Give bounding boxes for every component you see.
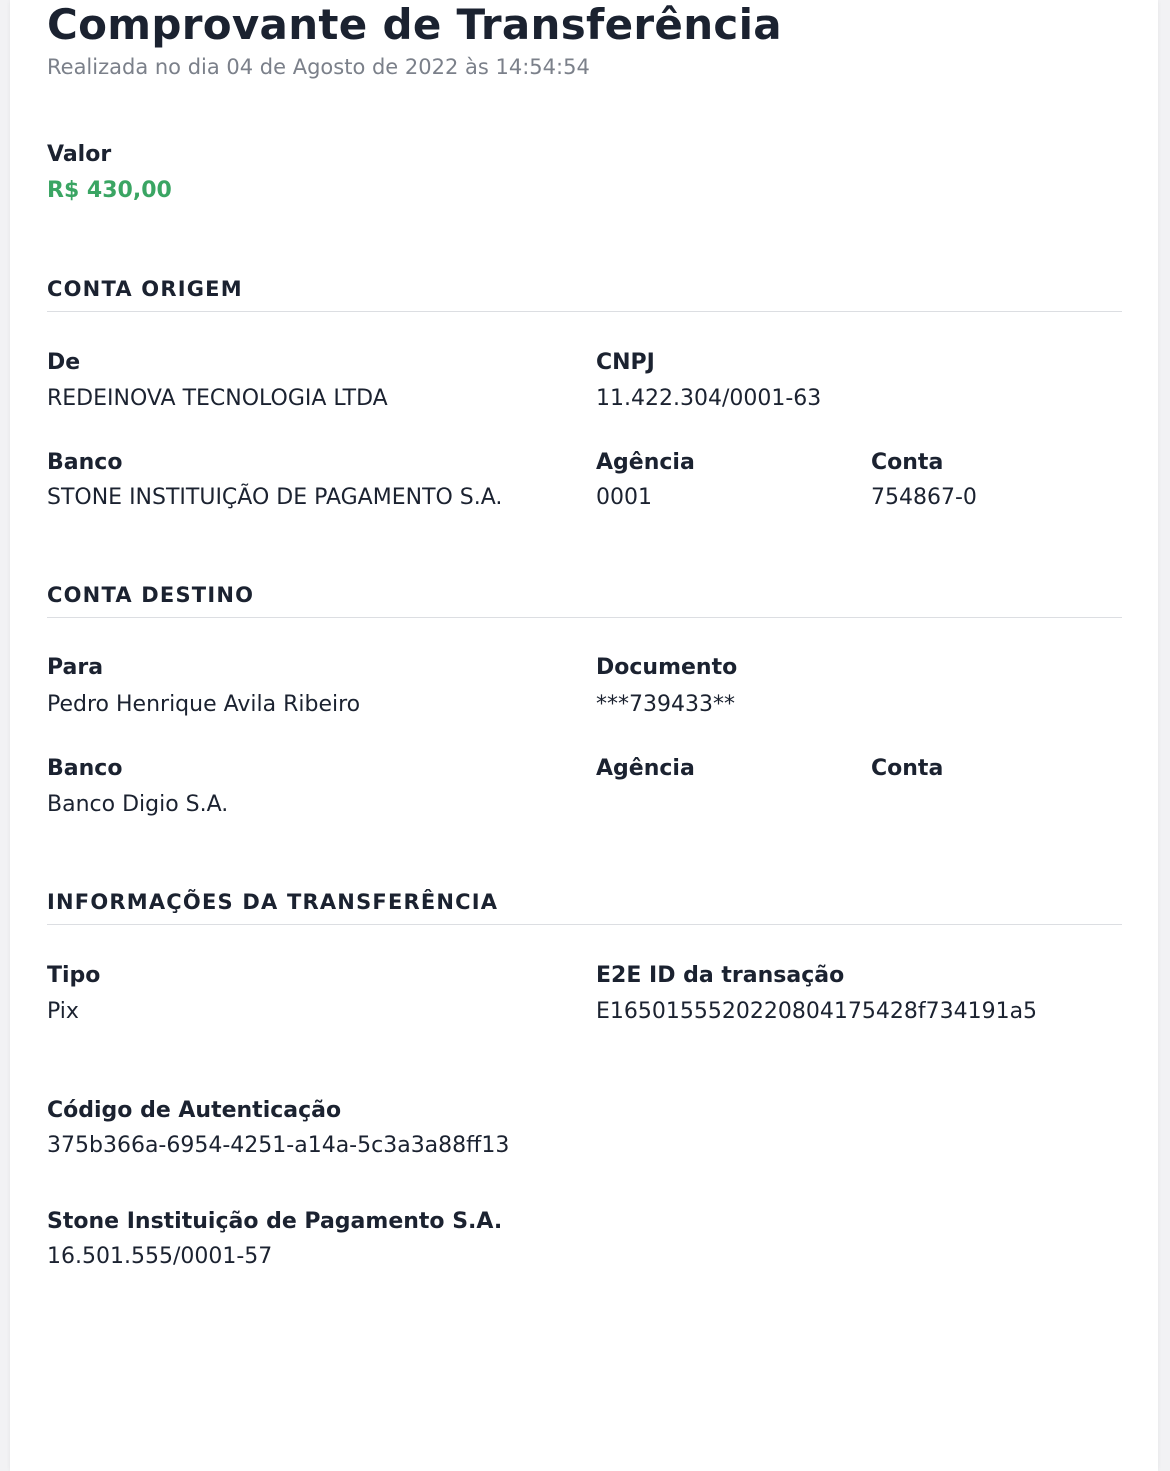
destination-account-label: Conta: [871, 756, 944, 781]
origin-bank-label: Banco: [47, 450, 123, 475]
issuer-cnpj-value: 16.501.555/0001-57: [47, 1244, 273, 1269]
transfer-type-label: Tipo: [47, 963, 101, 988]
auth-code-label: Código de Autenticação: [47, 1098, 342, 1123]
transfer-type-value: Pix: [47, 999, 79, 1024]
origin-agency-label: Agência: [596, 450, 695, 475]
transfer-datetime: Realizada no dia 04 de Agosto de 2022 às 14:54:54: [47, 55, 590, 79]
origin-from-value: REDEINOVA TECNOLOGIA LTDA: [47, 386, 388, 411]
destination-section-title: CONTA DESTINO: [47, 583, 255, 607]
origin-cnpj-label: CNPJ: [596, 350, 655, 375]
destination-agency-label: Agência: [596, 756, 695, 781]
destination-bank-label: Banco: [47, 756, 123, 781]
e2e-id-value: E1650155520220804175428f734191a5: [596, 999, 1038, 1024]
origin-cnpj-value: 11.422.304/0001-63: [596, 386, 822, 411]
transfer-info-divider: [47, 924, 1122, 925]
destination-to-value: Pedro Henrique Avila Ribeiro: [47, 692, 361, 717]
auth-code-value: 375b366a-6954-4251-a14a-5c3a3a88ff13: [47, 1133, 510, 1158]
origin-account-value: 754867-0: [871, 485, 977, 510]
origin-section-title: CONTA ORIGEM: [47, 277, 243, 301]
destination-bank-value: Banco Digio S.A.: [47, 792, 229, 817]
origin-agency-value: 0001: [596, 485, 652, 510]
destination-to-label: Para: [47, 655, 104, 680]
e2e-id-label: E2E ID da transação: [596, 963, 845, 988]
origin-account-label: Conta: [871, 450, 944, 475]
transfer-info-section-title: INFORMAÇÕES DA TRANSFERÊNCIA: [47, 890, 499, 914]
destination-divider: [47, 617, 1122, 618]
amount-value: R$ 430,00: [47, 178, 172, 203]
page-title: Comprovante de Transferência: [47, 0, 782, 49]
issuer-label: Stone Instituição de Pagamento S.A.: [47, 1209, 503, 1234]
origin-divider: [47, 311, 1122, 312]
amount-label: Valor: [47, 142, 112, 167]
origin-from-label: De: [47, 350, 81, 375]
destination-document-label: Documento: [596, 655, 738, 680]
origin-bank-value: STONE INSTITUIÇÃO DE PAGAMENTO S.A.: [47, 485, 503, 510]
receipt-page: [10, 0, 1158, 1471]
destination-document-value: ***739433**: [596, 692, 735, 717]
